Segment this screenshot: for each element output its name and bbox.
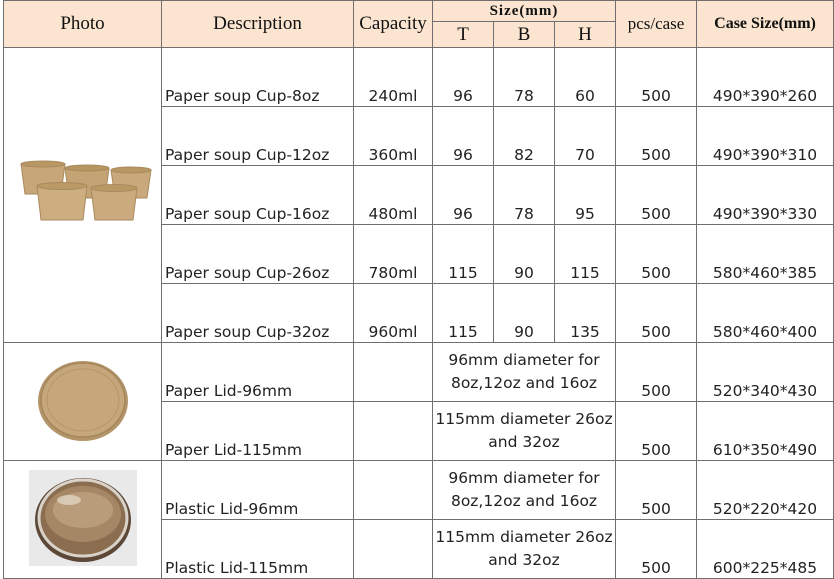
kraft-paper-lid-image xyxy=(35,358,131,442)
paper-lid-description: Paper Lid-115mm xyxy=(162,402,354,461)
cup-description: Paper soup Cup-32oz xyxy=(162,284,354,343)
cup-shape xyxy=(37,183,87,221)
header-size-t: T xyxy=(433,22,494,48)
cup-case-size: 490*390*260 xyxy=(697,48,834,107)
paper-lid-fit-note xyxy=(433,402,616,461)
cup-size-b: 82 xyxy=(494,107,555,166)
cup-size-t: 96 xyxy=(433,107,494,166)
cup-pcs-case: 500 xyxy=(616,284,697,343)
cup-capacity: 780ml xyxy=(354,225,433,284)
cup-capacity: 240ml xyxy=(354,48,433,107)
cup-size-h: 95 xyxy=(555,166,616,225)
cup-size-t: 96 xyxy=(433,166,494,225)
header-size: Size(mm) xyxy=(433,1,616,22)
plastic-lid-capacity-empty xyxy=(354,461,433,520)
cup-size-b: 90 xyxy=(494,225,555,284)
paper-lid-fit-note-line1: 96mm diameter for xyxy=(448,351,600,369)
plastic-lid-fit-note xyxy=(433,461,616,520)
cup-size-t: 115 xyxy=(433,225,494,284)
cup-size-b: 90 xyxy=(494,284,555,343)
paper-lid-fit-note-line1: 115mm diameter 26oz xyxy=(435,410,613,428)
paper-lid-pcs-case: 500 xyxy=(616,402,697,461)
kraft-soup-cups-image xyxy=(13,158,153,228)
cups-photo-cell xyxy=(4,48,162,343)
plastic-lid-fit-note xyxy=(433,520,616,579)
paper-lid-capacity-empty xyxy=(354,402,433,461)
cup-size-h: 70 xyxy=(555,107,616,166)
cup-capacity: 480ml xyxy=(354,166,433,225)
cup-size-t: 115 xyxy=(433,284,494,343)
header-description: Description xyxy=(162,1,354,48)
paper-lid-capacity-empty xyxy=(354,343,433,402)
cup-description: Paper soup Cup-26oz xyxy=(162,225,354,284)
header-case-size: Case Size(mm) xyxy=(697,1,834,48)
header-capacity: Capacity xyxy=(354,1,433,48)
paper-lid-fit-note-line2: 8oz,12oz and 16oz xyxy=(450,374,598,392)
cup-pcs-case: 500 xyxy=(616,48,697,107)
paper-lid-fit-note xyxy=(433,343,616,402)
table-row xyxy=(4,343,834,402)
paper-lid-case-size: 520*340*430 xyxy=(697,343,834,402)
cup-case-size: 490*390*310 xyxy=(697,107,834,166)
cup-pcs-case: 500 xyxy=(616,107,697,166)
paper-lid-fit-note-line2: and 32oz xyxy=(488,433,560,451)
clear-plastic-lid-image xyxy=(29,470,137,566)
plastic-lid-description: Plastic Lid-115mm xyxy=(162,520,354,579)
plastic-lid-case-size: 600*225*485 xyxy=(697,520,834,579)
plastic-lid-pcs-case: 500 xyxy=(616,520,697,579)
plastic-lid-description: Plastic Lid-96mm xyxy=(162,461,354,520)
header-size-h: H xyxy=(555,22,616,48)
cup-pcs-case: 500 xyxy=(616,166,697,225)
plastic-lid-fit-note-line2: 8oz,12oz and 16oz xyxy=(450,492,598,510)
cup-description: Paper soup Cup-8oz xyxy=(162,48,354,107)
plastic-lid-case-size: 520*220*420 xyxy=(697,461,834,520)
cup-size-h: 115 xyxy=(555,225,616,284)
cup-capacity: 360ml xyxy=(354,107,433,166)
cup-shape xyxy=(91,185,137,221)
plastic-lid-fit-note-line2: and 32oz xyxy=(488,551,560,569)
plastic-lid-fit-note-line1: 115mm diameter 26oz xyxy=(435,528,613,546)
cup-description: Paper soup Cup-16oz xyxy=(162,166,354,225)
cup-case-size: 580*460*385 xyxy=(697,225,834,284)
header-photo: Photo xyxy=(4,1,162,48)
cup-size-h: 135 xyxy=(555,284,616,343)
table-row xyxy=(4,48,834,107)
plastic-lid-pcs-case: 500 xyxy=(616,461,697,520)
cup-description: Paper soup Cup-12oz xyxy=(162,107,354,166)
plastic-lid-fit-note-line1: 96mm diameter for xyxy=(448,469,600,487)
cup-size-b: 78 xyxy=(494,48,555,107)
paper-lid-pcs-case: 500 xyxy=(616,343,697,402)
plastic-lid-photo-cell xyxy=(4,461,162,579)
cup-case-size: 490*390*330 xyxy=(697,166,834,225)
cup-case-size: 580*460*400 xyxy=(697,284,834,343)
cup-size-b: 78 xyxy=(494,166,555,225)
plastic-lid-capacity-empty xyxy=(354,520,433,579)
cup-size-h: 60 xyxy=(555,48,616,107)
paper-lid-description: Paper Lid-96mm xyxy=(162,343,354,402)
cup-capacity: 960ml xyxy=(354,284,433,343)
table-row xyxy=(4,461,834,520)
header-pcs-case: pcs/case xyxy=(616,1,697,48)
product-spec-table xyxy=(3,0,834,579)
cup-pcs-case: 500 xyxy=(616,225,697,284)
header-size-b: B xyxy=(494,22,555,48)
paper-lid-photo-cell xyxy=(4,343,162,461)
paper-lid-case-size: 610*350*490 xyxy=(697,402,834,461)
cup-size-t: 96 xyxy=(433,48,494,107)
